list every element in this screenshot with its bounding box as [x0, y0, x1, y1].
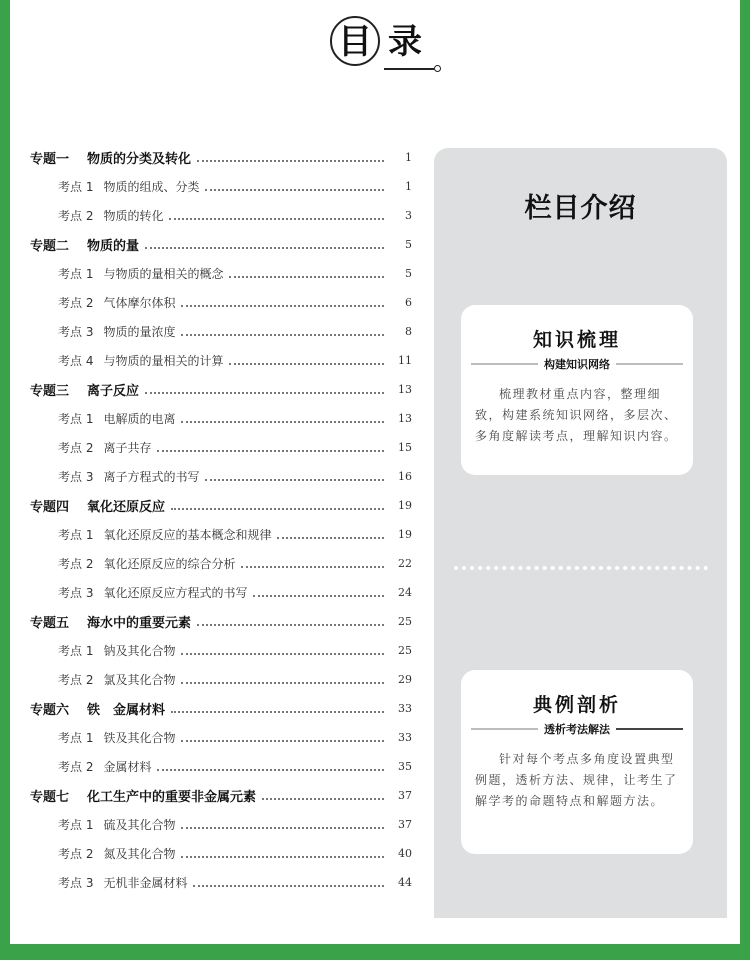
page-number: 24 [398, 586, 412, 599]
toc-item-row[interactable] [30, 665, 412, 694]
dot-leader [181, 333, 384, 336]
item-name: 氧化还原反应方程式的书写 [103, 586, 248, 600]
topic-name: 氧化还原反应 [87, 500, 166, 515]
toc-item-row[interactable] [30, 317, 412, 346]
toc-item-row[interactable] [30, 549, 412, 578]
title-char-1: 目 [338, 22, 372, 62]
item-name: 金属材料 [103, 760, 152, 774]
item-name: 物质的量浓度 [103, 325, 176, 339]
topic-name: 海水中的重要元素 [87, 616, 192, 631]
toc-item-row[interactable] [30, 404, 412, 433]
toc-topic-row[interactable] [30, 491, 412, 520]
item-name: 离子共存 [103, 441, 152, 455]
dot-leader [205, 478, 384, 481]
dot-leader [145, 246, 384, 249]
dot-leader [157, 449, 384, 452]
page-number: 29 [398, 673, 412, 686]
topic-label: 专题六 [30, 703, 70, 718]
title-dot [434, 65, 441, 72]
dot-leader [181, 739, 384, 742]
card-description: 梳理教材重点内容，整理细致，构建系统知识网络，多层次、多角度解读考点，理解知识内容。 [475, 387, 678, 443]
dot-leader [229, 362, 384, 365]
table-of-contents [30, 143, 412, 897]
item-name: 氧化还原反应的基本概念和规律 [103, 528, 272, 542]
page-number: 15 [398, 441, 412, 454]
card-heading: 典例剖析 [532, 694, 621, 716]
item-label: 考点 2 [58, 760, 94, 774]
bottom-green-bar [0, 944, 750, 960]
card-subtitle [471, 721, 683, 737]
topic-name: 化工生产中的重要非金属元素 [87, 790, 257, 805]
toc-item-row[interactable] [30, 462, 412, 491]
toc-item-row[interactable] [30, 578, 412, 607]
item-label: 考点 4 [58, 354, 94, 368]
item-label: 考点 2 [58, 673, 94, 687]
item-label: 考点 3 [58, 586, 94, 600]
dot-leader [181, 420, 384, 423]
item-label: 考点 1 [58, 644, 94, 658]
item-name: 钠及其化合物 [103, 644, 176, 658]
item-name: 物质的转化 [103, 209, 164, 223]
item-label: 考点 1 [58, 180, 94, 194]
toc-item-row[interactable] [30, 839, 412, 868]
item-name: 氯及其化合物 [103, 673, 176, 687]
panel-title: 栏目介绍 [524, 193, 637, 224]
dot-leader [181, 304, 384, 307]
page-number: 33 [398, 731, 412, 744]
page-number: 19 [398, 528, 412, 541]
topic-name: 物质的分类及转化 [87, 152, 192, 167]
page-number: 40 [398, 847, 412, 860]
item-label: 考点 1 [58, 818, 94, 832]
toc-topic-row[interactable] [30, 375, 412, 404]
dot-leader [181, 681, 384, 684]
dot-leader [262, 797, 384, 800]
page-number: 19 [398, 499, 412, 512]
page-number: 37 [398, 789, 412, 802]
page-number: 25 [398, 615, 412, 628]
topic-label: 专题一 [30, 152, 70, 167]
dot-leader [229, 275, 384, 278]
topic-name: 铁 金属材料 [87, 703, 166, 718]
item-name: 铁及其化合物 [103, 731, 176, 745]
topic-label: 专题五 [30, 616, 70, 631]
column-intro-panel [434, 148, 727, 918]
dot-leader [277, 536, 384, 539]
card-knowledge-review [461, 305, 693, 475]
toc-item-row[interactable] [30, 520, 412, 549]
item-label: 考点 3 [58, 876, 94, 890]
dot-leader [171, 710, 384, 713]
page-number: 11 [398, 354, 412, 367]
dot-leader [241, 565, 384, 568]
dot-leader [181, 855, 384, 858]
dot-leader [197, 623, 384, 626]
subtitle-rule-left [471, 363, 538, 365]
page-number: 1 [405, 151, 412, 164]
page-number: 44 [398, 876, 412, 889]
dot-leader [205, 188, 384, 191]
item-name: 氧化还原反应的综合分析 [103, 557, 236, 571]
item-label: 考点 1 [58, 267, 94, 281]
page-number: 35 [398, 760, 412, 773]
item-name: 气体摩尔体积 [103, 296, 176, 310]
page [10, 0, 740, 944]
topic-name: 物质的量 [87, 239, 140, 254]
item-name: 与物质的量相关的概念 [103, 267, 224, 281]
toc-item-row[interactable] [30, 868, 412, 897]
page-number: 8 [405, 325, 412, 338]
toc-item-row[interactable] [30, 752, 412, 781]
card-description: 针对每个考点多角度设置典型例题，透析方法、规律，让考生了解学考的命题特点和解题方法。 [475, 752, 678, 808]
title-underline [384, 68, 434, 70]
toc-item-row[interactable] [30, 346, 412, 375]
card-subtitle [471, 356, 683, 372]
toc-item-row[interactable] [30, 433, 412, 462]
page-number: 5 [405, 267, 412, 280]
page-number: 22 [398, 557, 412, 570]
item-name: 与物质的量相关的计算 [103, 354, 224, 368]
page-number: 37 [398, 818, 412, 831]
toc-item-row[interactable] [30, 259, 412, 288]
dot-leader [253, 594, 384, 597]
page-title [330, 16, 450, 68]
toc-item-row[interactable] [30, 172, 412, 201]
toc-topic-row[interactable] [30, 607, 412, 636]
toc-item-row[interactable] [30, 288, 412, 317]
item-name: 无机非金属材料 [103, 876, 188, 890]
item-label: 考点 1 [58, 731, 94, 745]
page-number: 5 [405, 238, 412, 251]
item-label: 考点 2 [58, 296, 94, 310]
dot-leader [169, 217, 384, 220]
subtitle-rule-right [616, 363, 683, 365]
item-label: 考点 1 [58, 412, 94, 426]
toc-topic-row[interactable] [30, 694, 412, 723]
dot-leader [157, 768, 384, 771]
item-label: 考点 1 [58, 528, 94, 542]
toc-topic-row[interactable] [30, 230, 412, 259]
page-number: 1 [405, 180, 412, 193]
dot-leader [197, 159, 384, 162]
topic-label: 专题二 [30, 239, 70, 254]
card-heading: 知识梳理 [532, 329, 621, 351]
dot-leader [193, 884, 384, 887]
dot-leader [145, 391, 384, 394]
topic-label: 专题三 [30, 384, 70, 399]
page-number: 33 [398, 702, 412, 715]
toc-topic-row[interactable] [30, 143, 412, 172]
title-char-2: 录 [388, 22, 422, 62]
dot-leader [171, 507, 384, 510]
toc-item-row[interactable] [30, 636, 412, 665]
toc-item-row[interactable] [30, 723, 412, 752]
card-subtitle-text: 构建知识网络 [544, 358, 610, 371]
toc-topic-row[interactable] [30, 781, 412, 810]
page-number: 25 [398, 644, 412, 657]
item-label: 考点 2 [58, 209, 94, 223]
toc-item-row[interactable] [30, 810, 412, 839]
item-name: 氮及其化合物 [103, 847, 176, 861]
item-label: 考点 2 [58, 557, 94, 571]
dot-leader [181, 652, 384, 655]
page-number: 13 [398, 383, 412, 396]
page-number: 3 [405, 209, 412, 222]
page-number: 16 [398, 470, 412, 483]
topic-label: 专题四 [30, 500, 70, 515]
page-number: 13 [398, 412, 412, 425]
page-number: 6 [405, 296, 412, 309]
subtitle-rule-left [471, 728, 538, 730]
topic-label: 专题七 [30, 790, 70, 805]
item-name: 离子方程式的书写 [103, 470, 200, 484]
card-subtitle-text: 透析考法解法 [544, 723, 610, 736]
item-name: 电解质的电离 [103, 412, 176, 426]
toc-item-row[interactable] [30, 201, 412, 230]
item-label: 考点 3 [58, 470, 94, 484]
dotted-divider [454, 566, 708, 570]
item-label: 考点 2 [58, 847, 94, 861]
item-name: 物质的组成、分类 [103, 180, 200, 194]
item-name: 硫及其化合物 [103, 818, 176, 832]
topic-name: 离子反应 [87, 384, 140, 399]
item-label: 考点 2 [58, 441, 94, 455]
dot-leader [181, 826, 384, 829]
item-label: 考点 3 [58, 325, 94, 339]
card-example-analysis [461, 670, 693, 854]
subtitle-rule-right [616, 728, 683, 730]
